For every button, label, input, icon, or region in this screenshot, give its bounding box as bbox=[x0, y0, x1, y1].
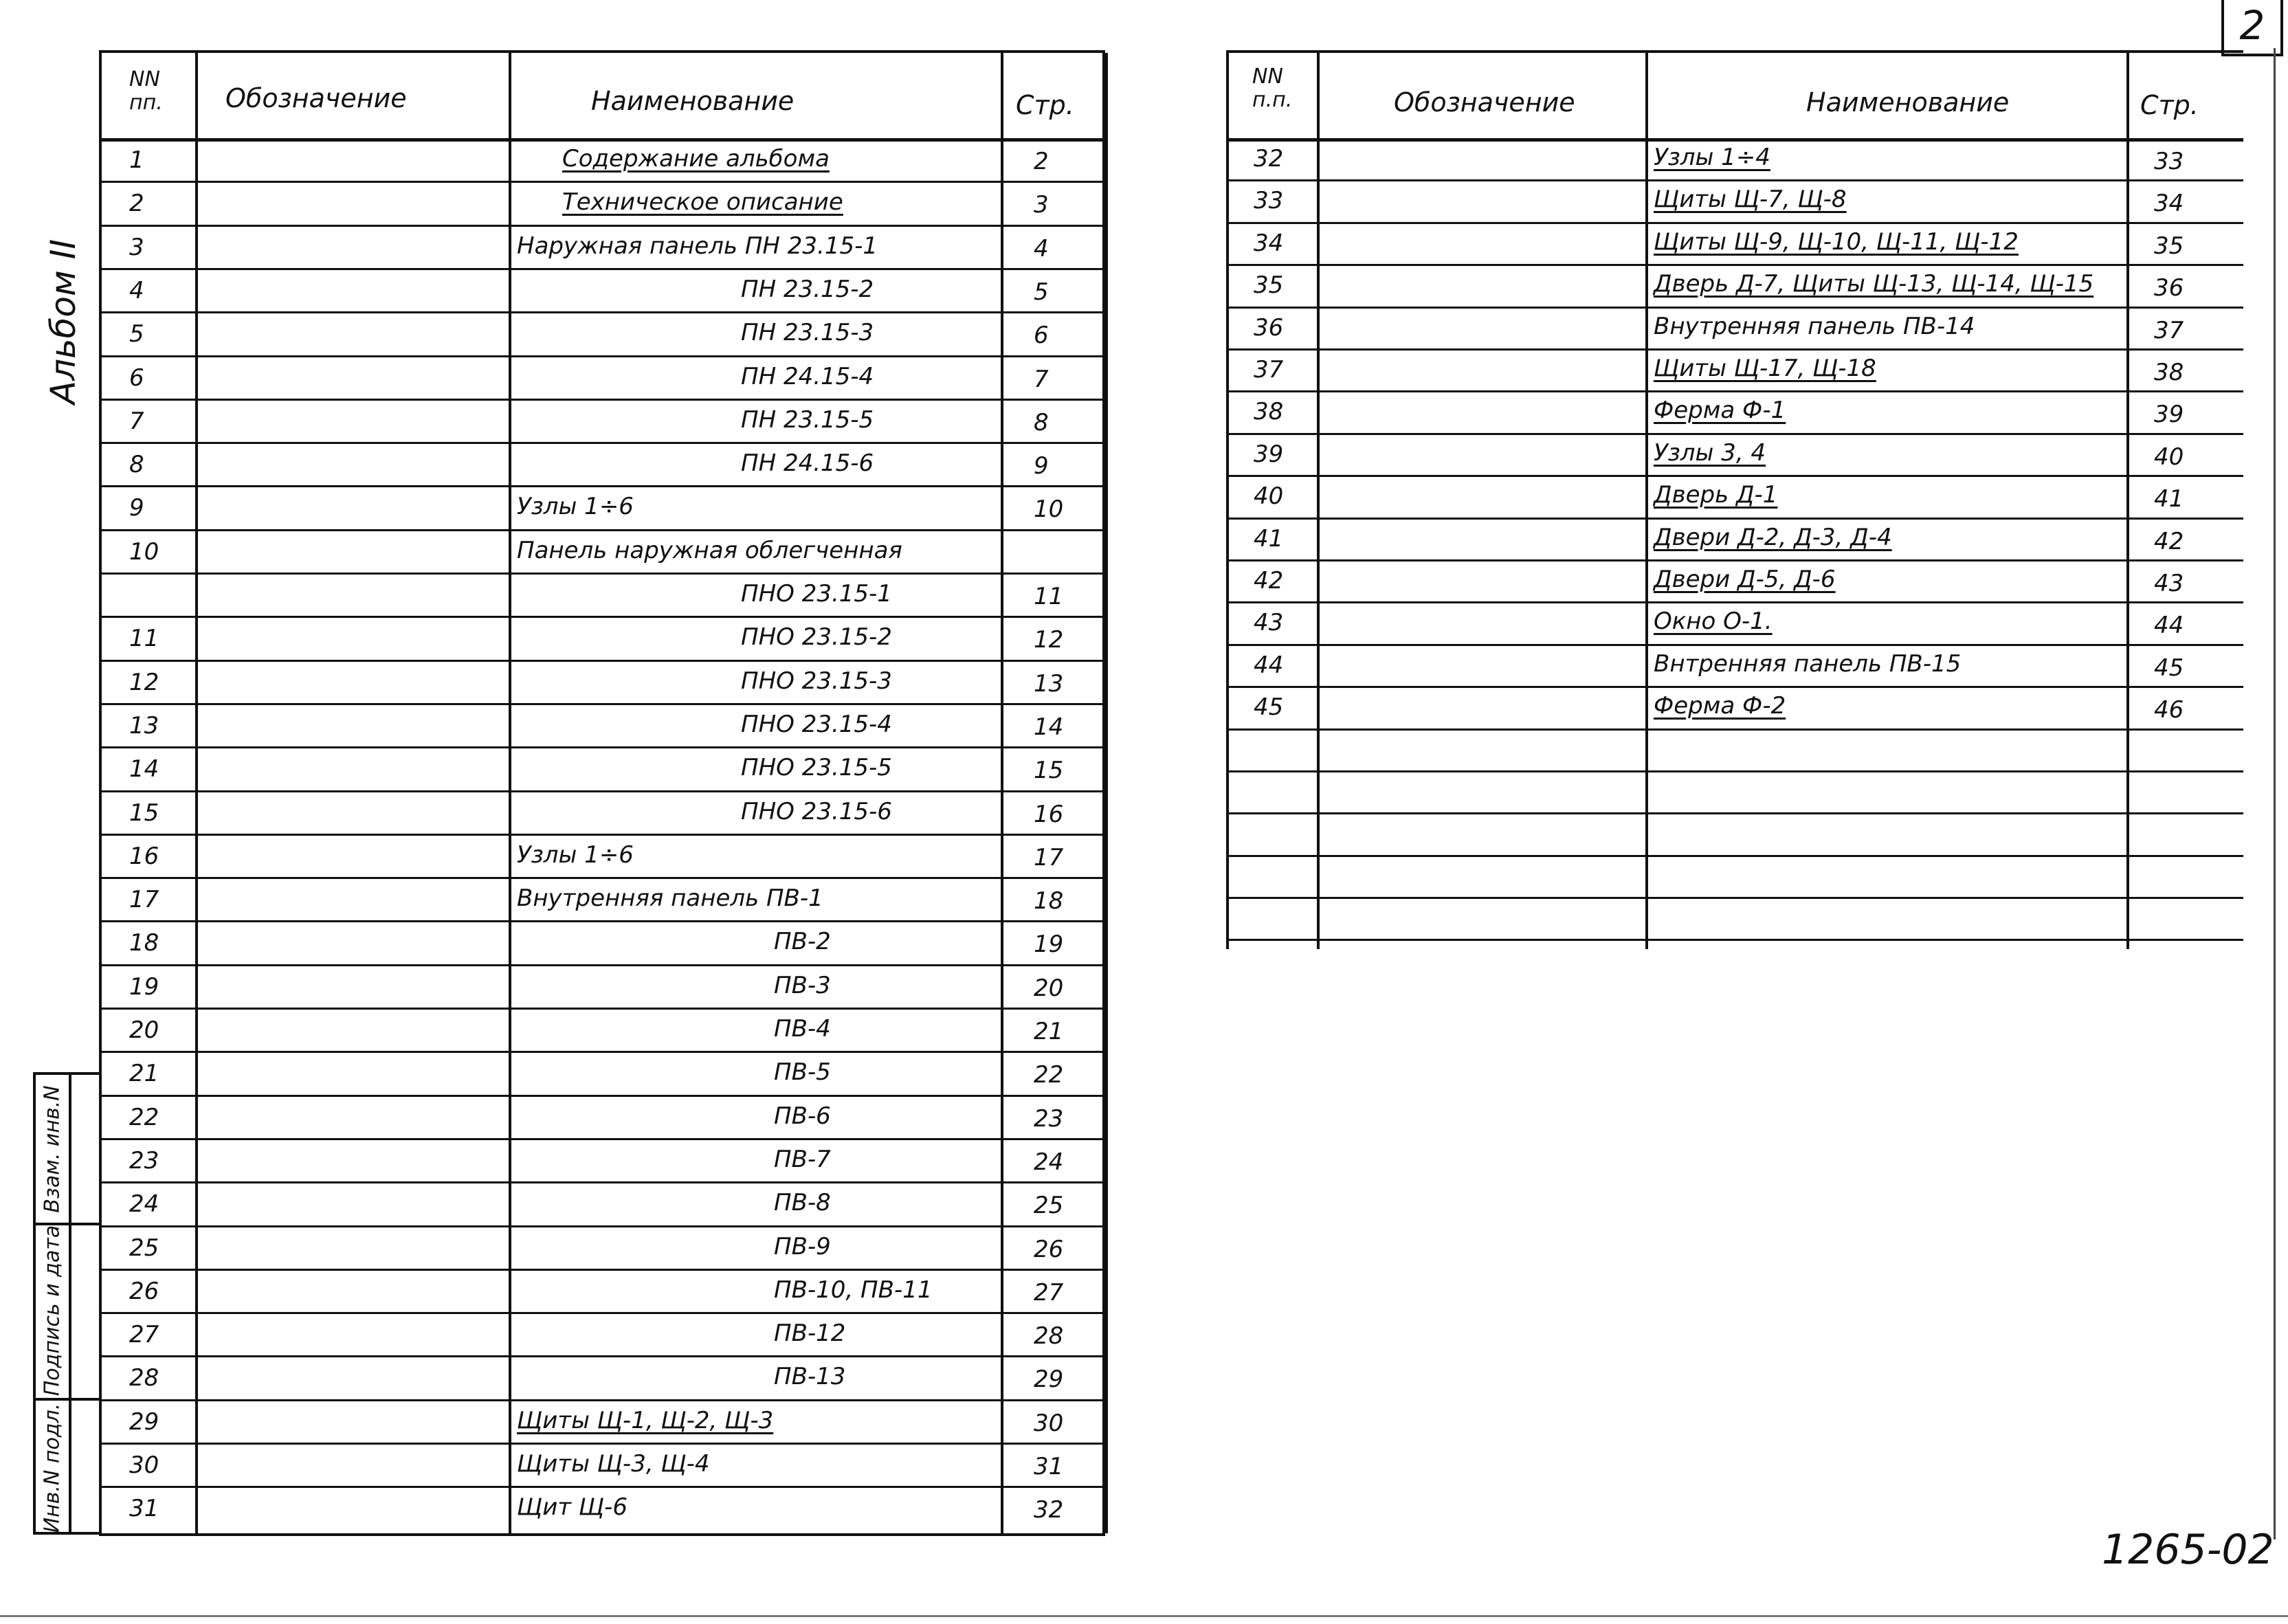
column-divider bbox=[1645, 53, 1648, 949]
row-divider bbox=[1229, 390, 2243, 392]
row-page: 3 bbox=[1034, 191, 1049, 219]
row-divider bbox=[102, 355, 1102, 357]
row-page: 8 bbox=[1034, 408, 1049, 436]
sheet-number: 2 bbox=[2221, 0, 2283, 56]
row-page: 10 bbox=[1034, 496, 1064, 524]
row-divider bbox=[102, 181, 1102, 183]
row-page: 33 bbox=[2154, 148, 2184, 175]
row-name: ПН 23.15-5 bbox=[741, 405, 874, 434]
row-number: 19 bbox=[129, 972, 159, 1001]
row-divider bbox=[102, 1355, 1102, 1357]
row-page: 37 bbox=[2154, 316, 2184, 344]
row-page: 16 bbox=[1034, 800, 1064, 828]
row-divider bbox=[102, 616, 1102, 618]
row-number: 24 bbox=[129, 1190, 159, 1219]
row-page: 46 bbox=[2154, 696, 2184, 724]
row-divider bbox=[1229, 348, 2243, 351]
row-page: 40 bbox=[2154, 443, 2184, 471]
row-page: 18 bbox=[1034, 887, 1064, 915]
row-number: 1 bbox=[129, 146, 144, 174]
row-name: ПНО 23.15-4 bbox=[741, 710, 892, 738]
row-number: 41 bbox=[1254, 524, 1284, 553]
row-divider bbox=[1229, 770, 2243, 772]
row-name: ПНО 23.15-1 bbox=[741, 580, 892, 608]
row-page: 22 bbox=[1034, 1061, 1064, 1089]
row-page: 43 bbox=[2154, 570, 2184, 597]
row-page: 7 bbox=[1034, 365, 1049, 393]
row-divider bbox=[102, 1051, 1102, 1053]
row-number: 38 bbox=[1254, 398, 1284, 426]
row-page: 44 bbox=[2154, 612, 2184, 640]
row-number: 42 bbox=[1254, 567, 1284, 594]
row-page: 13 bbox=[1034, 669, 1064, 698]
row-number: 21 bbox=[129, 1060, 159, 1088]
column-divider bbox=[1001, 53, 1003, 1533]
row-divider bbox=[1229, 855, 2243, 857]
row-page: 31 bbox=[1034, 1453, 1064, 1480]
row-name: ПВ-13 bbox=[774, 1363, 846, 1391]
row-name: ПВ-9 bbox=[774, 1232, 831, 1260]
row-page: 15 bbox=[1034, 757, 1064, 785]
stamp-label-original-inv: Инв.N подл. bbox=[40, 1403, 65, 1533]
row-number: 26 bbox=[129, 1277, 159, 1305]
row-number: 16 bbox=[129, 842, 159, 870]
row-page: 4 bbox=[1034, 234, 1049, 263]
row-number: 20 bbox=[129, 1016, 159, 1044]
row-number: 37 bbox=[1254, 356, 1284, 383]
row-divider bbox=[102, 920, 1102, 922]
row-divider bbox=[102, 1269, 1102, 1271]
row-divider bbox=[102, 1486, 1102, 1488]
stamp-separator bbox=[36, 1398, 100, 1401]
row-name: Двери Д-5, Д-6 bbox=[1654, 566, 1836, 593]
row-name: ПНО 23.15-2 bbox=[741, 623, 892, 652]
row-divider bbox=[102, 1443, 1102, 1445]
header-page: Стр. bbox=[2140, 90, 2199, 120]
row-name: ПНО 23.15-3 bbox=[741, 667, 892, 695]
row-divider bbox=[102, 1181, 1102, 1183]
row-page: 11 bbox=[1034, 583, 1064, 610]
row-name: ПН 23.15-3 bbox=[741, 319, 874, 347]
row-page: 27 bbox=[1034, 1278, 1064, 1306]
row-number: 28 bbox=[129, 1364, 159, 1392]
row-divider bbox=[102, 311, 1102, 313]
row-divider bbox=[1229, 728, 2243, 731]
row-divider bbox=[1229, 475, 2243, 477]
document-code: 1265-02 bbox=[2102, 1526, 2274, 1574]
stamp-divider bbox=[69, 1075, 71, 1532]
row-divider bbox=[1229, 559, 2243, 561]
row-name: Двери Д-2, Д-3, Д-4 bbox=[1654, 523, 1892, 551]
row-name: Внутренняя панель ПВ-14 bbox=[1654, 312, 1975, 340]
row-divider bbox=[1229, 264, 2243, 266]
row-name: Щиты Щ-9, Щ-10, Щ-11, Щ-12 bbox=[1654, 227, 2019, 256]
row-name: ПВ-6 bbox=[774, 1102, 831, 1130]
row-page: 25 bbox=[1034, 1192, 1064, 1220]
row-name: Узлы 1÷6 bbox=[517, 493, 634, 521]
header-name: Наименование bbox=[591, 86, 795, 116]
stamp-label-replaced-inv: Взам. инв.N bbox=[40, 1085, 65, 1213]
column-divider bbox=[1105, 53, 1108, 1533]
row-page: 39 bbox=[2154, 401, 2184, 429]
row-page: 28 bbox=[1034, 1322, 1064, 1350]
row-divider bbox=[1229, 939, 2243, 941]
row-page: 9 bbox=[1034, 452, 1049, 480]
row-number: 40 bbox=[1254, 482, 1284, 511]
row-name: ПВ-5 bbox=[774, 1058, 831, 1087]
row-number: 33 bbox=[1254, 187, 1284, 215]
row-divider bbox=[102, 703, 1102, 705]
row-divider bbox=[102, 1399, 1102, 1401]
row-number: 45 bbox=[1254, 693, 1284, 722]
row-page: 36 bbox=[2154, 274, 2184, 302]
row-number: 34 bbox=[1254, 229, 1284, 257]
row-number: 35 bbox=[1254, 271, 1284, 300]
row-name: ПН 24.15-4 bbox=[741, 362, 874, 390]
contents-table-right bbox=[1226, 50, 2243, 949]
row-name: Наружная панель ПН 23.15-1 bbox=[517, 232, 878, 260]
row-name: ПВ-4 bbox=[774, 1015, 831, 1043]
row-page: 17 bbox=[1034, 843, 1064, 871]
row-page: 38 bbox=[2154, 359, 2184, 386]
row-divider bbox=[1229, 179, 2243, 181]
row-page: 30 bbox=[1034, 1409, 1064, 1437]
row-name: Щиты Щ-7, Щ-8 bbox=[1654, 186, 1847, 214]
row-number: 9 bbox=[129, 494, 144, 522]
row-name: Узлы 3, 4 bbox=[1654, 438, 1766, 467]
row-divider bbox=[1229, 812, 2243, 814]
column-divider bbox=[2126, 53, 2129, 949]
row-divider bbox=[1229, 644, 2243, 646]
row-divider bbox=[1229, 601, 2243, 603]
row-number: 3 bbox=[129, 233, 144, 261]
row-number: 2 bbox=[129, 190, 144, 218]
stamp-block bbox=[33, 1072, 100, 1535]
row-page: 35 bbox=[2154, 232, 2184, 260]
row-name: Внтренняя панель ПВ-15 bbox=[1654, 649, 1962, 678]
row-name: ПВ-3 bbox=[774, 971, 831, 999]
row-page: 14 bbox=[1034, 713, 1064, 741]
row-page: 24 bbox=[1034, 1148, 1064, 1176]
row-number: 25 bbox=[129, 1234, 159, 1262]
row-divider bbox=[102, 225, 1102, 227]
row-name: Дверь Д-1 bbox=[1654, 481, 1778, 509]
row-page: 19 bbox=[1034, 931, 1064, 959]
table-header bbox=[102, 53, 1102, 142]
row-page: 42 bbox=[2154, 527, 2184, 555]
row-number: 14 bbox=[129, 755, 159, 783]
row-divider bbox=[1229, 897, 2243, 899]
header-page: Стр. bbox=[1016, 90, 1074, 120]
row-name: Щит Щ-6 bbox=[517, 1493, 627, 1522]
row-page: 21 bbox=[1034, 1018, 1064, 1045]
row-divider bbox=[102, 746, 1102, 748]
header-num: NN пп. bbox=[129, 67, 163, 115]
row-number: 29 bbox=[129, 1408, 159, 1436]
row-name: Щиты Щ-1, Щ-2, Щ-3 bbox=[517, 1406, 774, 1434]
row-name: Узлы 1÷6 bbox=[517, 841, 634, 869]
row-divider bbox=[102, 877, 1102, 879]
row-number: 23 bbox=[129, 1146, 159, 1175]
row-page: 26 bbox=[1034, 1235, 1064, 1263]
row-name: ПНО 23.15-5 bbox=[741, 754, 892, 782]
row-name: Содержание альбома bbox=[562, 145, 830, 173]
row-page: 45 bbox=[2154, 654, 2184, 682]
row-number: 18 bbox=[129, 929, 159, 957]
row-name: Внутренняя панель ПВ-1 bbox=[517, 885, 823, 913]
table-header bbox=[1229, 53, 2243, 142]
row-page: 29 bbox=[1034, 1366, 1064, 1394]
row-name: ПНО 23.15-6 bbox=[741, 797, 892, 825]
row-name: ПВ-10, ПВ-11 bbox=[774, 1276, 933, 1304]
row-number: 6 bbox=[129, 364, 144, 392]
header-name: Наименование bbox=[1806, 87, 2010, 118]
row-divider bbox=[1229, 686, 2243, 688]
row-page: 5 bbox=[1034, 278, 1049, 306]
row-page: 32 bbox=[1034, 1496, 1064, 1524]
row-number: 22 bbox=[129, 1103, 159, 1131]
row-divider bbox=[102, 268, 1102, 270]
row-divider bbox=[102, 1312, 1102, 1314]
row-number: 27 bbox=[129, 1321, 159, 1349]
row-divider bbox=[102, 529, 1102, 531]
row-number: 12 bbox=[129, 668, 159, 696]
row-name: Ферма Ф-1 bbox=[1654, 397, 1786, 425]
row-page: 20 bbox=[1034, 974, 1064, 1002]
row-number: 11 bbox=[129, 625, 159, 653]
row-name: ПН 23.15-2 bbox=[741, 275, 874, 303]
row-number: 32 bbox=[1254, 145, 1284, 173]
row-name: Техническое описание bbox=[562, 188, 843, 216]
row-name: Щиты Щ-17, Щ-18 bbox=[1654, 355, 1876, 382]
row-number: 7 bbox=[129, 407, 144, 435]
row-number: 17 bbox=[129, 886, 159, 914]
row-number: 30 bbox=[129, 1451, 159, 1479]
row-name: Щиты Щ-3, Щ-4 bbox=[517, 1450, 710, 1478]
row-divider bbox=[1229, 433, 2243, 435]
header-designation: Обозначение bbox=[1394, 87, 1575, 118]
stamp-label-signature-date: Подпись и дата bbox=[40, 1225, 65, 1397]
row-divider bbox=[1229, 518, 2243, 520]
column-divider bbox=[509, 53, 511, 1533]
row-divider bbox=[102, 1008, 1102, 1010]
row-number: 13 bbox=[129, 711, 159, 739]
row-number: 39 bbox=[1254, 440, 1284, 468]
row-number: 44 bbox=[1254, 651, 1284, 679]
row-page: 12 bbox=[1034, 626, 1064, 654]
row-name: Узлы 1÷4 bbox=[1654, 144, 1770, 171]
row-name: Дверь Д-7, Щиты Щ-13, Щ-14, Щ-15 bbox=[1654, 270, 2094, 298]
row-divider bbox=[1229, 222, 2243, 224]
row-divider bbox=[102, 790, 1102, 792]
row-page: 41 bbox=[2154, 485, 2184, 513]
row-name: ПВ-8 bbox=[774, 1189, 831, 1217]
row-page: 34 bbox=[2154, 190, 2184, 218]
row-divider bbox=[102, 399, 1102, 401]
row-divider bbox=[102, 442, 1102, 444]
row-name: Ферма Ф-2 bbox=[1654, 692, 1786, 720]
row-number: 8 bbox=[129, 451, 144, 479]
row-name: Окно О-1. bbox=[1654, 608, 1773, 636]
contents-table-left bbox=[99, 50, 1105, 1536]
frame-right-edge bbox=[2274, 48, 2276, 1539]
album-label: Альбом II bbox=[43, 238, 83, 405]
column-divider bbox=[195, 53, 198, 1533]
row-number: 36 bbox=[1254, 313, 1284, 342]
row-divider bbox=[102, 572, 1102, 575]
row-number: 43 bbox=[1254, 609, 1284, 637]
header-designation: Обозначение bbox=[225, 83, 407, 113]
row-divider bbox=[102, 1095, 1102, 1097]
row-divider bbox=[102, 660, 1102, 662]
row-divider bbox=[102, 834, 1102, 836]
row-divider bbox=[102, 1225, 1102, 1227]
row-page: 6 bbox=[1034, 322, 1049, 350]
row-number: 15 bbox=[129, 799, 159, 827]
row-name: ПВ-2 bbox=[774, 928, 831, 956]
row-number: 10 bbox=[129, 537, 159, 566]
row-divider bbox=[1229, 307, 2243, 309]
row-name: ПВ-7 bbox=[774, 1145, 831, 1173]
row-number: 4 bbox=[129, 276, 144, 304]
column-divider bbox=[1317, 53, 1320, 949]
row-divider bbox=[102, 1138, 1102, 1140]
row-number: 31 bbox=[129, 1495, 159, 1523]
row-divider bbox=[102, 964, 1102, 966]
row-name: ПН 24.15-6 bbox=[741, 449, 874, 478]
row-name: Панель наружная облегченная bbox=[517, 536, 902, 564]
row-page: 23 bbox=[1034, 1104, 1064, 1133]
page-bottom-line bbox=[0, 1615, 2288, 1617]
row-name: ПВ-12 bbox=[774, 1320, 846, 1348]
header-num: NN п.п. bbox=[1252, 65, 1293, 112]
row-divider bbox=[102, 485, 1102, 487]
row-page: 2 bbox=[1034, 148, 1049, 175]
row-number: 5 bbox=[129, 320, 144, 348]
